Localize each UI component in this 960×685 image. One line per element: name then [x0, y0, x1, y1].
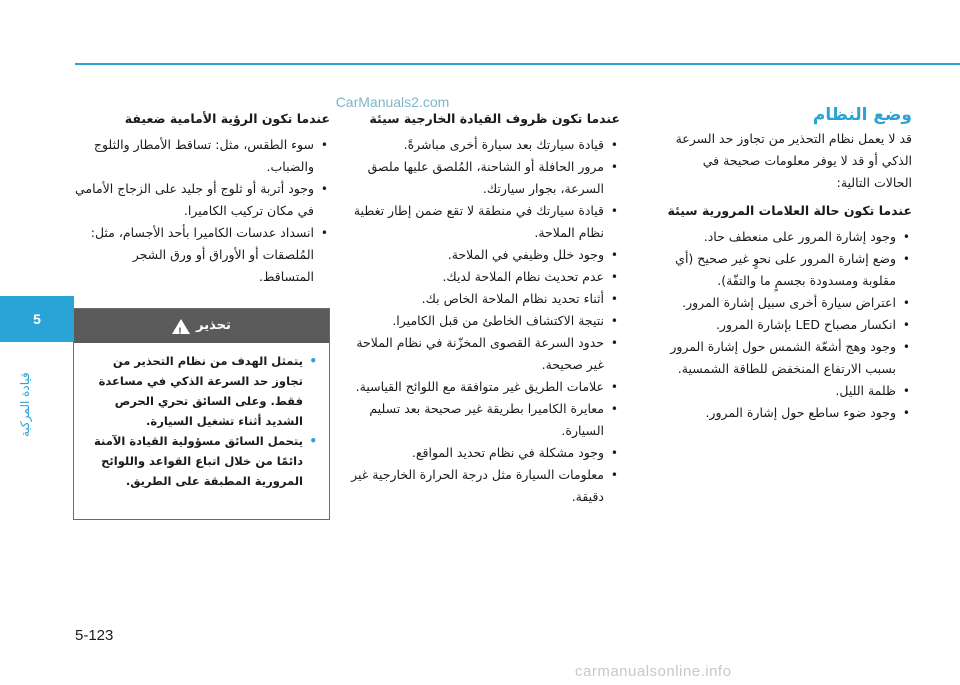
list-item: • قيادة سيارتك في منطقة لا تقع ضمن إطار تغطية نظام الملاحة. — [350, 200, 620, 244]
intro-text: قد لا يعمل نظام التحذير من تجاوز حد السرعة الذكي أو قد لا يوفر معلومات صحيحة في الحالات التالية: — [675, 131, 912, 190]
header-rule — [75, 63, 960, 65]
list-item: • علامات الطريق غير متوافقة مع اللوائح القياسية. — [350, 376, 620, 398]
list-item: • قيادة سيارتك بعد سيارة أخرى مباشرةً. — [350, 134, 620, 156]
condition-list — [666, 226, 912, 424]
condition-list — [75, 134, 330, 288]
list-item: • وضع إشارة المرور على نحوٍ غير صحيح (أي مقلوبة ومسدودة بجسمٍ ما والتفّة). — [666, 248, 912, 292]
list-item: • انكسار مصباح LED بإشارة المرور. — [666, 314, 912, 336]
condition-list — [350, 134, 620, 508]
subheading: عندما تكون الرؤية الأمامية ضعيفة — [124, 111, 330, 126]
warning-icon: ! — [172, 319, 190, 334]
warning-body — [74, 343, 329, 519]
list-item: • سوء الطقس، مثل: تساقط الأمطار والثلوج والضباب. — [75, 134, 330, 178]
warning-item: • يتمثل الهدف من نظام التحذير من تجاوز حد السرعة الذكي في مساعدة فقط. وعلى السائق تحري الحرص الشديد أثناء تشغيل السيارة. — [82, 351, 319, 431]
subheading: عندما تكون ظروف القيادة الخارجية سيئة — [369, 111, 620, 126]
list-item: • وجود أتربة أو ثلوج أو جليد على الزجاج الأمامي في مكان تركيب الكاميرا. — [75, 178, 330, 222]
list-item: • معلومات السيارة مثل درجة الحرارة الخارجية غير دقيقة. — [350, 464, 620, 508]
list-item: • اعتراض سيارة أخرى سبيل إشارة المرور. — [666, 292, 912, 314]
list-item: • انسداد عدسات الكاميرا بأحد الأجسام، مثل: المُلصقات أو الأوراق أو ورق الشجر المتساقط. — [75, 222, 330, 288]
list-item: • وجود إشارة المرور على منعطف حاد. — [666, 226, 912, 248]
warning-header — [74, 309, 329, 343]
chapter-tab: 5 — [0, 296, 74, 342]
right-column — [666, 104, 912, 424]
chapter-title: قيادة المركبة — [18, 372, 32, 438]
warning-item: • يتحمل السائق مسؤولية القيادة الآمنة دائمًا من خلال اتباع القواعد واللوائح المرورية المطبقة على الطريق. — [82, 431, 319, 491]
list-item: • وجود وهج أشعّة الشمس حول إشارة المرور بسبب الارتفاع المنخفض للطاقة الشمسية. — [666, 336, 912, 380]
list-item: • أثناء تحديد نظام الملاحة الخاص بك. — [350, 288, 620, 310]
watermark-bottom: carmanualsonline.info — [575, 663, 732, 680]
left-column — [75, 108, 330, 520]
list-item: • ظلمة الليل. — [666, 380, 912, 402]
warning-title: تحذير — [196, 318, 231, 333]
warning-list — [82, 351, 319, 491]
list-item: • مرور الحافلة أو الشاحنة، المُلصق عليها ملصق السرعة، بجوار سيارتك. — [350, 156, 620, 200]
list-item: • حدود السرعة القصوى المخزّنة في نظام الملاحة غير صحيحة. — [350, 332, 620, 376]
list-item: • نتيجة الاكتشاف الخاطئ من قبل الكاميرا. — [350, 310, 620, 332]
page-number: 5-123 — [75, 627, 114, 644]
list-item: • عدم تحديث نظام الملاحة لديك. — [350, 266, 620, 288]
middle-column — [350, 108, 620, 508]
watermark-top: CarManuals2.com — [325, 92, 460, 112]
section-heading: وضع النظام — [812, 105, 912, 125]
warning-box — [73, 308, 330, 520]
list-item: • وجود مشكلة في نظام تحديد المواقع. — [350, 442, 620, 464]
subheading: عندما تكون حالة العلامات المرورية سيئة — [667, 203, 912, 218]
list-item: • معايرة الكاميرا بطريقة غير صحيحة بعد تسليم السيارة. — [350, 398, 620, 442]
list-item: • وجود خلل وظيفي في الملاحة. — [350, 244, 620, 266]
list-item: • وجود ضوء ساطع حول إشارة المرور. — [666, 402, 912, 424]
